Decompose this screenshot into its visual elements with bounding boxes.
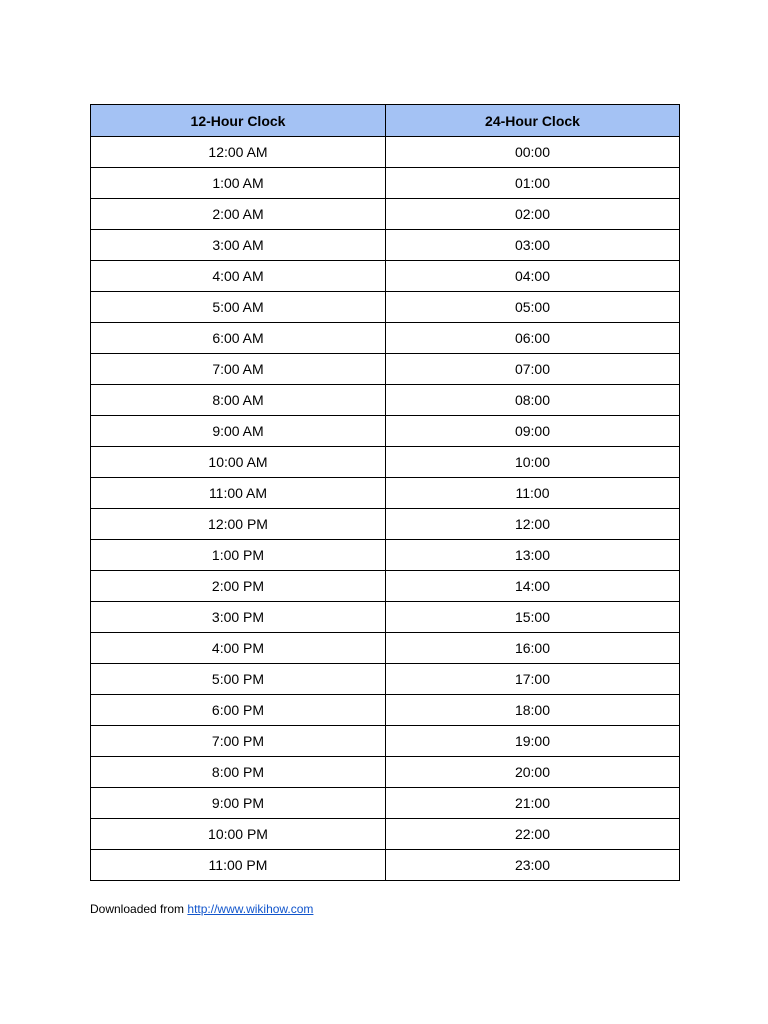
table-row [91, 602, 680, 633]
cell-24-hour: 01:00 [386, 168, 680, 199]
table-row [91, 819, 680, 850]
cell-12-hour: 10:00 AM [91, 447, 386, 478]
cell-12-hour: 9:00 PM [91, 788, 386, 819]
cell-24-hour: 11:00 [386, 478, 680, 509]
cell-12-hour: 8:00 PM [91, 757, 386, 788]
cell-12-hour: 7:00 AM [91, 354, 386, 385]
cell-24-hour: 18:00 [386, 695, 680, 726]
table-row [91, 788, 680, 819]
cell-24-hour: 14:00 [386, 571, 680, 602]
table-row [91, 323, 680, 354]
table-row [91, 137, 680, 168]
cell-24-hour: 03:00 [386, 230, 680, 261]
cell-12-hour: 3:00 PM [91, 602, 386, 633]
cell-24-hour: 12:00 [386, 509, 680, 540]
cell-12-hour: 1:00 AM [91, 168, 386, 199]
table-row [91, 695, 680, 726]
table-row [91, 230, 680, 261]
cell-12-hour: 12:00 PM [91, 509, 386, 540]
cell-24-hour: 00:00 [386, 137, 680, 168]
cell-12-hour: 3:00 AM [91, 230, 386, 261]
cell-24-hour: 07:00 [386, 354, 680, 385]
table-row [91, 757, 680, 788]
cell-24-hour: 08:00 [386, 385, 680, 416]
cell-24-hour: 19:00 [386, 726, 680, 757]
table-row [91, 633, 680, 664]
cell-12-hour: 6:00 PM [91, 695, 386, 726]
cell-12-hour: 8:00 AM [91, 385, 386, 416]
table-row [91, 168, 680, 199]
table-row [91, 199, 680, 230]
cell-24-hour: 09:00 [386, 416, 680, 447]
cell-24-hour: 06:00 [386, 323, 680, 354]
cell-12-hour: 2:00 AM [91, 199, 386, 230]
table-row [91, 571, 680, 602]
cell-12-hour: 7:00 PM [91, 726, 386, 757]
header-24-hour: 24-Hour Clock [386, 105, 680, 137]
footer-attribution [90, 902, 313, 916]
cell-24-hour: 04:00 [386, 261, 680, 292]
cell-12-hour: 11:00 AM [91, 478, 386, 509]
table-body [91, 137, 680, 881]
cell-24-hour: 17:00 [386, 664, 680, 695]
cell-24-hour: 05:00 [386, 292, 680, 323]
table-row [91, 447, 680, 478]
footer-prefix: Downloaded from [90, 902, 188, 916]
cell-24-hour: 22:00 [386, 819, 680, 850]
table-row [91, 726, 680, 757]
cell-24-hour: 20:00 [386, 757, 680, 788]
table-row [91, 292, 680, 323]
cell-12-hour: 9:00 AM [91, 416, 386, 447]
cell-24-hour: 13:00 [386, 540, 680, 571]
table-row [91, 478, 680, 509]
table-header-row [91, 105, 680, 137]
table-row [91, 354, 680, 385]
header-12-hour: 12-Hour Clock [91, 105, 386, 137]
cell-12-hour: 1:00 PM [91, 540, 386, 571]
table-row [91, 416, 680, 447]
cell-24-hour: 15:00 [386, 602, 680, 633]
table-row [91, 509, 680, 540]
cell-12-hour: 4:00 AM [91, 261, 386, 292]
table-row [91, 385, 680, 416]
cell-12-hour: 5:00 AM [91, 292, 386, 323]
table-row [91, 850, 680, 881]
cell-24-hour: 02:00 [386, 199, 680, 230]
cell-24-hour: 16:00 [386, 633, 680, 664]
cell-12-hour: 5:00 PM [91, 664, 386, 695]
cell-24-hour: 21:00 [386, 788, 680, 819]
cell-12-hour: 4:00 PM [91, 633, 386, 664]
cell-12-hour: 2:00 PM [91, 571, 386, 602]
cell-12-hour: 10:00 PM [91, 819, 386, 850]
clock-conversion-table [90, 104, 680, 881]
cell-24-hour: 23:00 [386, 850, 680, 881]
cell-12-hour: 6:00 AM [91, 323, 386, 354]
cell-24-hour: 10:00 [386, 447, 680, 478]
cell-12-hour: 11:00 PM [91, 850, 386, 881]
table-row [91, 664, 680, 695]
table-row [91, 540, 680, 571]
wikihow-link[interactable]: http://www.wikihow.com [187, 902, 314, 916]
table-row [91, 261, 680, 292]
cell-12-hour: 12:00 AM [91, 137, 386, 168]
